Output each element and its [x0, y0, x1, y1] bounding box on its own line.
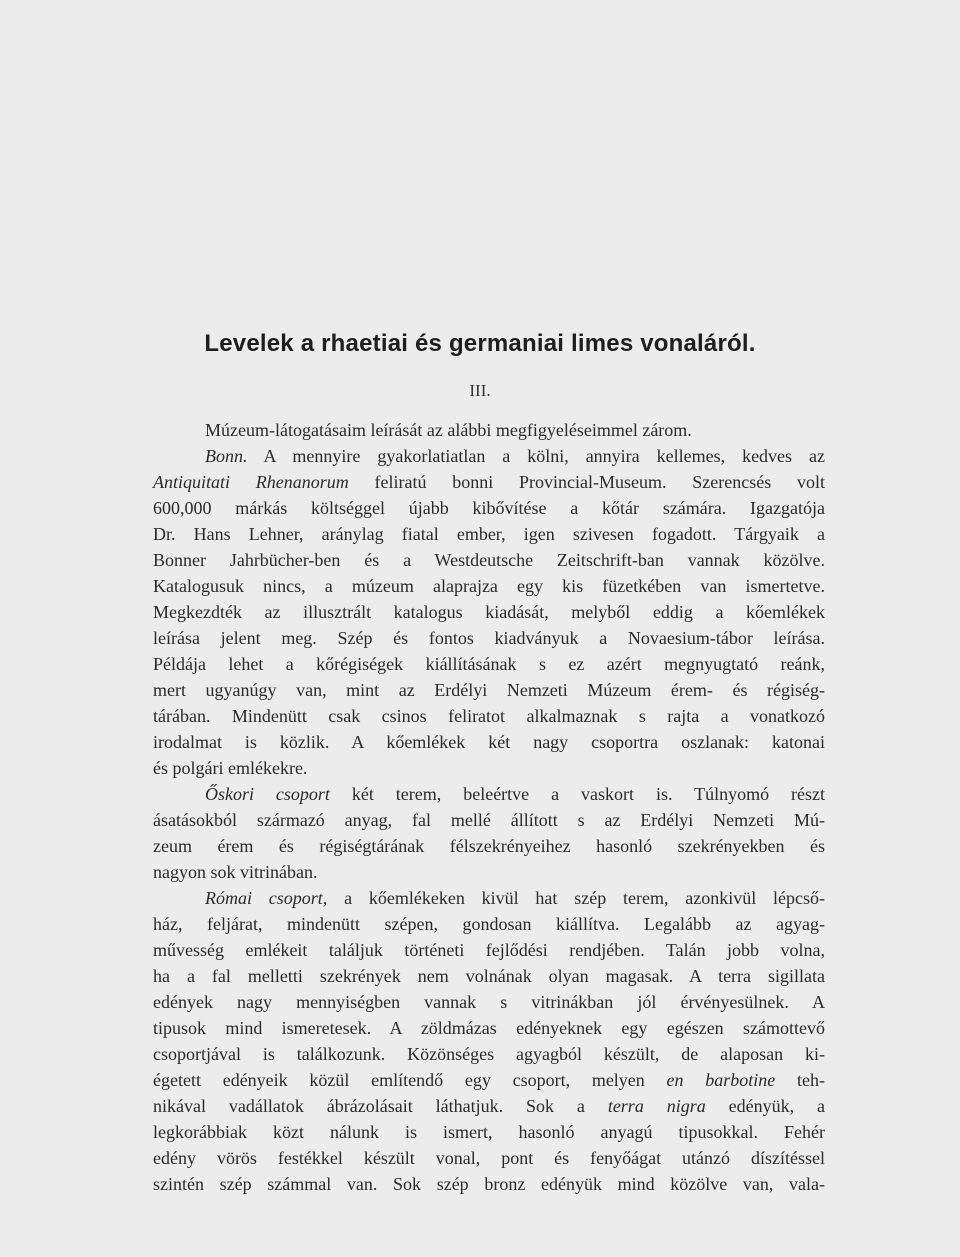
text-run: tárában. Mindenütt csak csinos feliratot alkalmaznak s rajta a vonatkozó	[153, 706, 825, 726]
text-line	[153, 1119, 825, 1145]
text-line	[153, 547, 825, 573]
text-run: ház, feljárat, mindenütt szépen, gondosan kiállítva. Legalább az agyag-	[153, 914, 825, 934]
text-run: A mennyire gyakorlatiatlan a kölni, annyira kellemes, kedves az	[247, 446, 825, 466]
text-line	[153, 495, 825, 521]
text-line	[153, 469, 825, 495]
text-run: két terem, beleértve a vaskort is. Túlnyomó részt	[329, 784, 825, 804]
text-line	[153, 651, 825, 677]
text-run: 600,000 márkás költséggel újabb kibővítése a kőtár számára. Igazgatója	[153, 498, 825, 518]
text-line	[153, 729, 825, 755]
text-run: ásatásokból származó anyag, fal mellé állított s az Erdélyi Nemzeti Mú-	[153, 810, 825, 830]
italic-text: Őskori csoport	[205, 784, 330, 804]
text-run: tipusok mind ismeretesek. A zöldmázas edényeknek egy egészen számottevő	[153, 1018, 825, 1038]
text-line	[153, 599, 825, 625]
text-line	[153, 1145, 825, 1171]
italic-text: Antiquitati Rhenanorum	[153, 472, 349, 492]
text-run: és polgári emlékekre.	[153, 758, 308, 778]
text-line	[153, 1171, 825, 1197]
text-line	[153, 937, 825, 963]
text-run: feliratú bonni Provincial-Museum. Szerencsés volt	[348, 472, 825, 492]
italic-text: en barbotine	[666, 1070, 776, 1090]
section-number: III.	[469, 381, 491, 400]
text-run: legkorábbiak közt nálunk is ismert, hasonló anyagú tipusokkal. Fehér	[153, 1122, 825, 1142]
text-run: edény vörös festékkel készült vonal, pont és fenyőágat utánzó díszítéssel	[153, 1148, 825, 1168]
text-run: leírása jelent meg. Szép és fontos kiadványuk a Novaesium-tábor leírása.	[153, 628, 825, 648]
text-line	[153, 807, 825, 833]
text-run: teh-	[775, 1070, 826, 1090]
text-line	[153, 677, 825, 703]
italic-text: Római csoport,	[205, 888, 328, 908]
text-line	[153, 417, 825, 443]
text-run: Dr. Hans Lehner, aránylag fiatal ember, igen szivesen fogadott. Tárgyaik a	[153, 524, 825, 544]
text-run: égetett edényeik közül említendő egy csoport, melyen	[153, 1070, 667, 1090]
article-title: Levelek a rhaetiai és germaniai limes vonaláról.	[204, 330, 756, 357]
italic-text: terra nigra	[607, 1096, 706, 1116]
text-run: Példája lehet a kőrégiségek kiállításának s ez azért megnyugtató reánk,	[153, 654, 825, 674]
text-run: művesség emlékeit találjuk történeti fejlődési rendjében. Talán jobb volna,	[153, 940, 825, 960]
text-run: szintén szép számmal van. Sok szép bronz edényük mind közölve van, vala-	[153, 1174, 825, 1194]
text-line	[153, 573, 825, 599]
text-run: Katalogusuk nincs, a múzeum alaprajza egy kis füzetkében van ismertetve.	[153, 576, 825, 596]
text-run: csoportjával is találkozunk. Közönséges agyagból készült, de alaposan ki-	[153, 1044, 825, 1064]
text-run: a kőemlékeken kivül hat szép terem, azonkivül lépcső-	[327, 888, 826, 908]
text-line	[153, 1015, 825, 1041]
text-run: edények nagy mennyiségben vannak s vitrinákban jól érvényesülnek. A	[153, 992, 825, 1012]
text-run: nikával vadállatok ábrázolásait láthatjuk. Sok a	[153, 1096, 608, 1116]
text-line	[153, 1067, 825, 1093]
text-line	[153, 781, 825, 807]
text-run: Megkezdték az illusztrált katalogus kiadását, melyből eddig a kőemlékek	[153, 602, 825, 622]
text-run: Bonner Jahrbücher-ben és a Westdeutsche Zeitschrift-ban vannak közölve.	[153, 550, 825, 570]
text-line	[153, 443, 825, 469]
text-line	[153, 1093, 825, 1119]
text-line	[153, 625, 825, 651]
text-line	[153, 521, 825, 547]
text-run: nagyon sok vitrinában.	[153, 862, 318, 882]
text-run: mert ugyanúgy van, mint az Erdélyi Nemzeti Múzeum érem- és régiség-	[153, 680, 825, 700]
text-line	[153, 885, 825, 911]
text-run: ha a fal melletti szekrények nem volnának olyan magasak. A terra sigillata	[153, 966, 825, 986]
text-line	[153, 859, 825, 885]
text-run: irodalmat is közlik. A kőemlékek két nagy csoportra oszlanak: katonai	[153, 732, 825, 752]
text-line	[153, 755, 825, 781]
text-line	[153, 1041, 825, 1067]
text-line	[153, 989, 825, 1015]
body-text	[153, 417, 825, 1197]
text-line	[153, 911, 825, 937]
text-run: Múzeum-látogatásaim leírását az alábbi megfigyeléseimmel zárom.	[205, 420, 692, 440]
italic-text: Bonn.	[205, 446, 248, 466]
text-line	[153, 963, 825, 989]
text-line	[153, 703, 825, 729]
text-run: zeum érem és régiségtárának félszekrényeihez hasonló szekrényekben és	[153, 836, 825, 856]
text-run: edényük, a	[705, 1096, 826, 1116]
text-line	[153, 833, 825, 859]
